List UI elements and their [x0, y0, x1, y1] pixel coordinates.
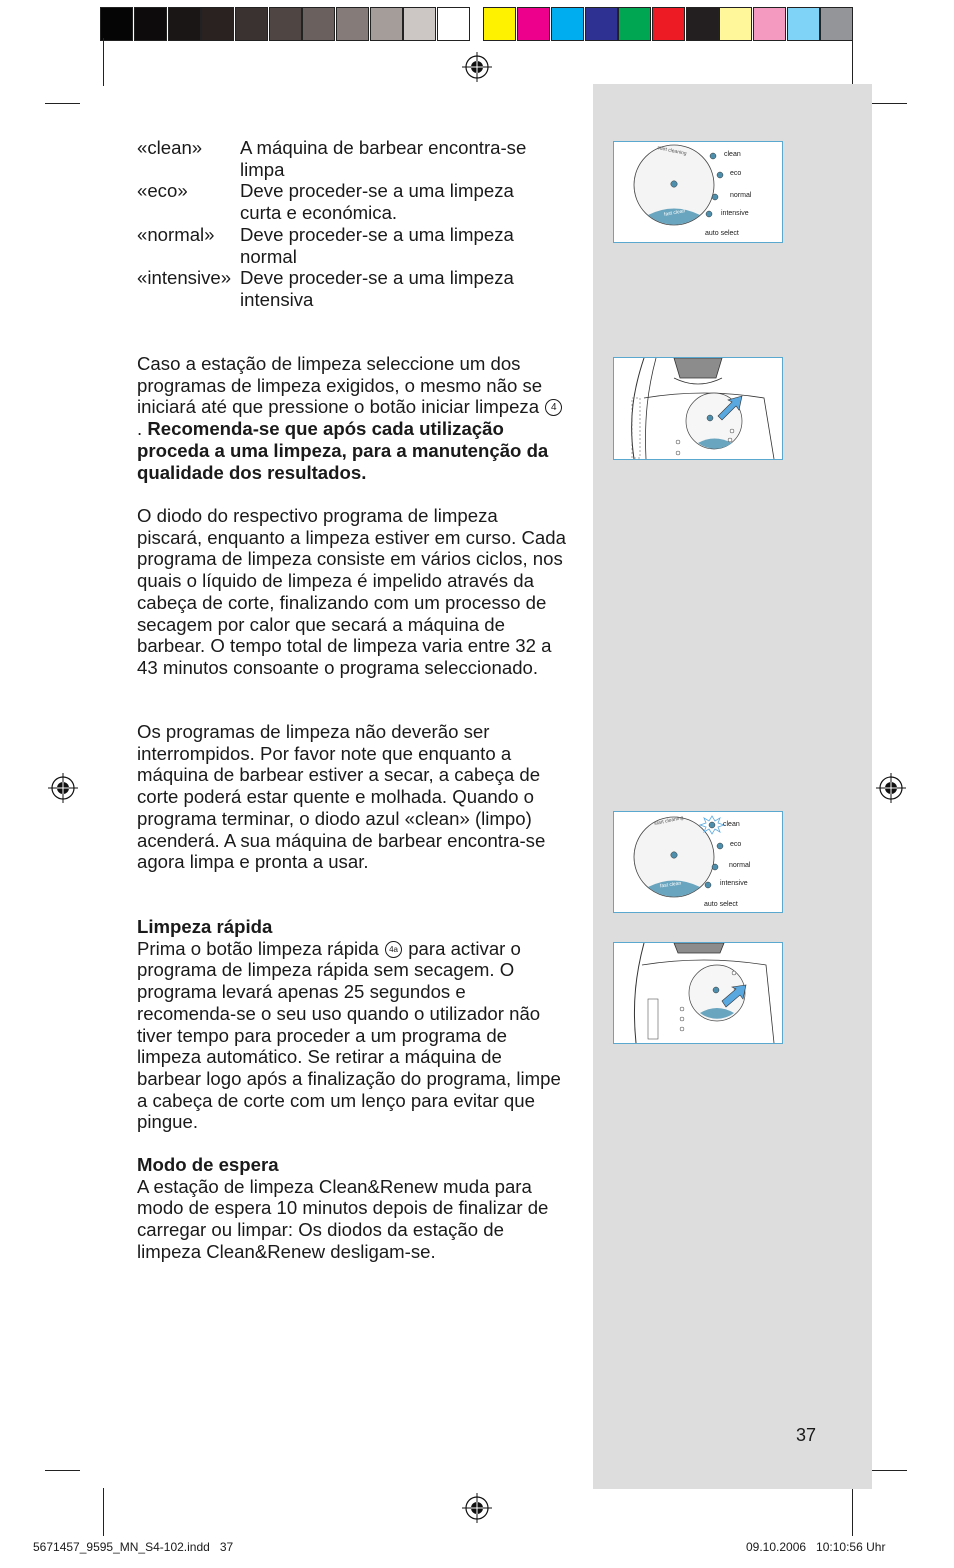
- color-swatch: [437, 7, 470, 41]
- auto-select-label: auto select: [705, 230, 739, 237]
- registration-mark-icon: [876, 773, 906, 803]
- color-swatch: [551, 7, 584, 41]
- start-cleaning-label: start cleaning: [653, 814, 685, 828]
- color-swatch: [100, 7, 133, 41]
- crop-mark: [45, 1470, 80, 1471]
- color-swatch: [403, 7, 436, 41]
- definition-term: «intensive»: [137, 267, 232, 288]
- paragraph-text: Os programas de limpeza não deverão ser interrompidos. Por favor note que enquanto a máquina de barbear estiver a secar, a cabeça de corte poderá estar quente e molhada. Quando o programa terminar, o diodo azul «clean» (limpo) acenderá. A sua máquina de barbear encontra-se agora limpa e pronta a usar.: [137, 721, 546, 873]
- color-swatch: [134, 7, 167, 41]
- reference-number: 4: [545, 399, 562, 416]
- color-swatch: [787, 7, 820, 41]
- color-swatch: [336, 7, 369, 41]
- paragraph-no-interrupt: [137, 721, 567, 873]
- page-number: 37: [796, 1425, 817, 1445]
- eco-label: eco: [730, 170, 742, 177]
- illustration-sidebar: [593, 84, 872, 1489]
- eco-label: eco: [730, 841, 742, 848]
- paragraph-emphasis: Recomenda-se que após cada utilização proceda a uma limpeza, para a manutenção da qualidade dos resultados.: [137, 418, 549, 483]
- color-swatch: [517, 7, 550, 41]
- fast-clean-label: fast clean: [663, 208, 686, 218]
- color-swatch: [201, 7, 234, 41]
- registration-mark-icon: [462, 52, 492, 82]
- clean-label: clean: [724, 151, 741, 158]
- crop-mark: [872, 103, 907, 104]
- section-quick-clean: [137, 916, 567, 1133]
- crop-mark: [45, 103, 80, 104]
- color-calibration-bar: [100, 7, 854, 41]
- crop-mark: [852, 38, 853, 86]
- definition-description: Deve proceder-se a uma limpeza intensiva: [240, 267, 514, 310]
- normal-label: normal: [729, 862, 751, 869]
- definition-term: «eco»: [137, 180, 188, 201]
- registration-mark-icon: [48, 773, 78, 803]
- intensive-label: intensive: [721, 210, 749, 217]
- paragraph-text: Prima o botão limpeza rápida: [137, 937, 379, 959]
- definition-description: A máquina de barbear encontra-se limpa: [240, 137, 527, 180]
- color-swatch: [302, 7, 335, 41]
- section-heading: Limpeza rápida: [137, 916, 273, 937]
- paragraph-text: .: [137, 418, 143, 440]
- section-standby: [137, 1154, 567, 1263]
- paragraph-text: Caso a estação de limpeza seleccione um dos programas de limpeza exigidos, o mesmo não se iniciará até que pressione o botão iniciar limpeza: [137, 353, 543, 418]
- crop-mark: [103, 1488, 104, 1536]
- color-swatch: [235, 7, 268, 41]
- color-swatch: [686, 7, 719, 41]
- color-swatch: [820, 7, 853, 41]
- clean-label: clean: [723, 821, 740, 828]
- press-fast-clean-illustration: [613, 942, 783, 1044]
- footer-timestamp: 09.10.2006 10:10:56 Uhr: [746, 1540, 886, 1554]
- color-swatch: [618, 7, 651, 41]
- status-display-illustration: [613, 141, 783, 243]
- auto-select-label: auto select: [704, 901, 738, 908]
- definition-description: Deve proceder-se a uma limpeza normal: [240, 224, 514, 267]
- definition-term: «normal»: [137, 224, 215, 245]
- definition-term: «clean»: [137, 137, 203, 158]
- paragraph-program-start: [137, 353, 567, 483]
- registration-mark-icon: [462, 1493, 492, 1523]
- press-start-illustration: [613, 357, 783, 460]
- paragraph-text: para activar o programa de limpeza rápida sem secagem. O programa levará apenas 25 segundos e recomenda-se o seu uso quando o utilizador não tiver tempo para proceder a um programa de limpeza automático. Se retirar a máquina de barbear logo após a finalização do programa, limpe a cabeça de corte com um lenço para evitar que pingue.: [137, 937, 561, 1133]
- color-swatch: [370, 7, 403, 41]
- footer-file-info: 5671457_9595_MN_S4-102.indd 37: [33, 1540, 234, 1554]
- color-swatch: [719, 7, 752, 41]
- color-swatch: [269, 7, 302, 41]
- definition-description: Deve proceder-se a uma limpeza curta e económica.: [240, 180, 514, 223]
- color-swatch: [483, 7, 516, 41]
- normal-label: normal: [730, 192, 752, 199]
- color-swatch: [585, 7, 618, 41]
- color-swatch: [168, 7, 201, 41]
- color-swatch: [652, 7, 685, 41]
- paragraph-text: A estação de limpeza Clean&Renew muda para modo de espera 10 minutos depois de finalizar de carregar ou limpar: Os diodos da estação de limpeza Clean&Renew desligam-se.: [137, 1175, 549, 1262]
- color-swatch: [753, 7, 786, 41]
- crop-mark: [103, 38, 104, 86]
- section-heading: Modo de espera: [137, 1154, 279, 1175]
- intensive-label: intensive: [720, 880, 748, 887]
- fast-clean-label: fast clean: [659, 880, 682, 890]
- reference-number: 4a: [385, 941, 402, 958]
- clean-led-illustration: [613, 811, 783, 913]
- crop-mark: [852, 1488, 853, 1536]
- paragraph-led-blinking: [137, 505, 567, 679]
- crop-mark: [872, 1470, 907, 1471]
- paragraph-text: O diodo do respectivo programa de limpeza piscará, enquanto a limpeza estiver em curso. Cada programa de limpeza consiste em vários ciclos, nos quais o líquido de limpeza é impelido através da cabeça de corte, finalizando com um processo de secagem por calor que secará a máquina de barbear. O tempo total de limpeza varia entre 32 a 43 minutos consoante o programa seleccionado.: [137, 505, 566, 678]
- start-cleaning-label: start cleaning: [656, 144, 688, 158]
